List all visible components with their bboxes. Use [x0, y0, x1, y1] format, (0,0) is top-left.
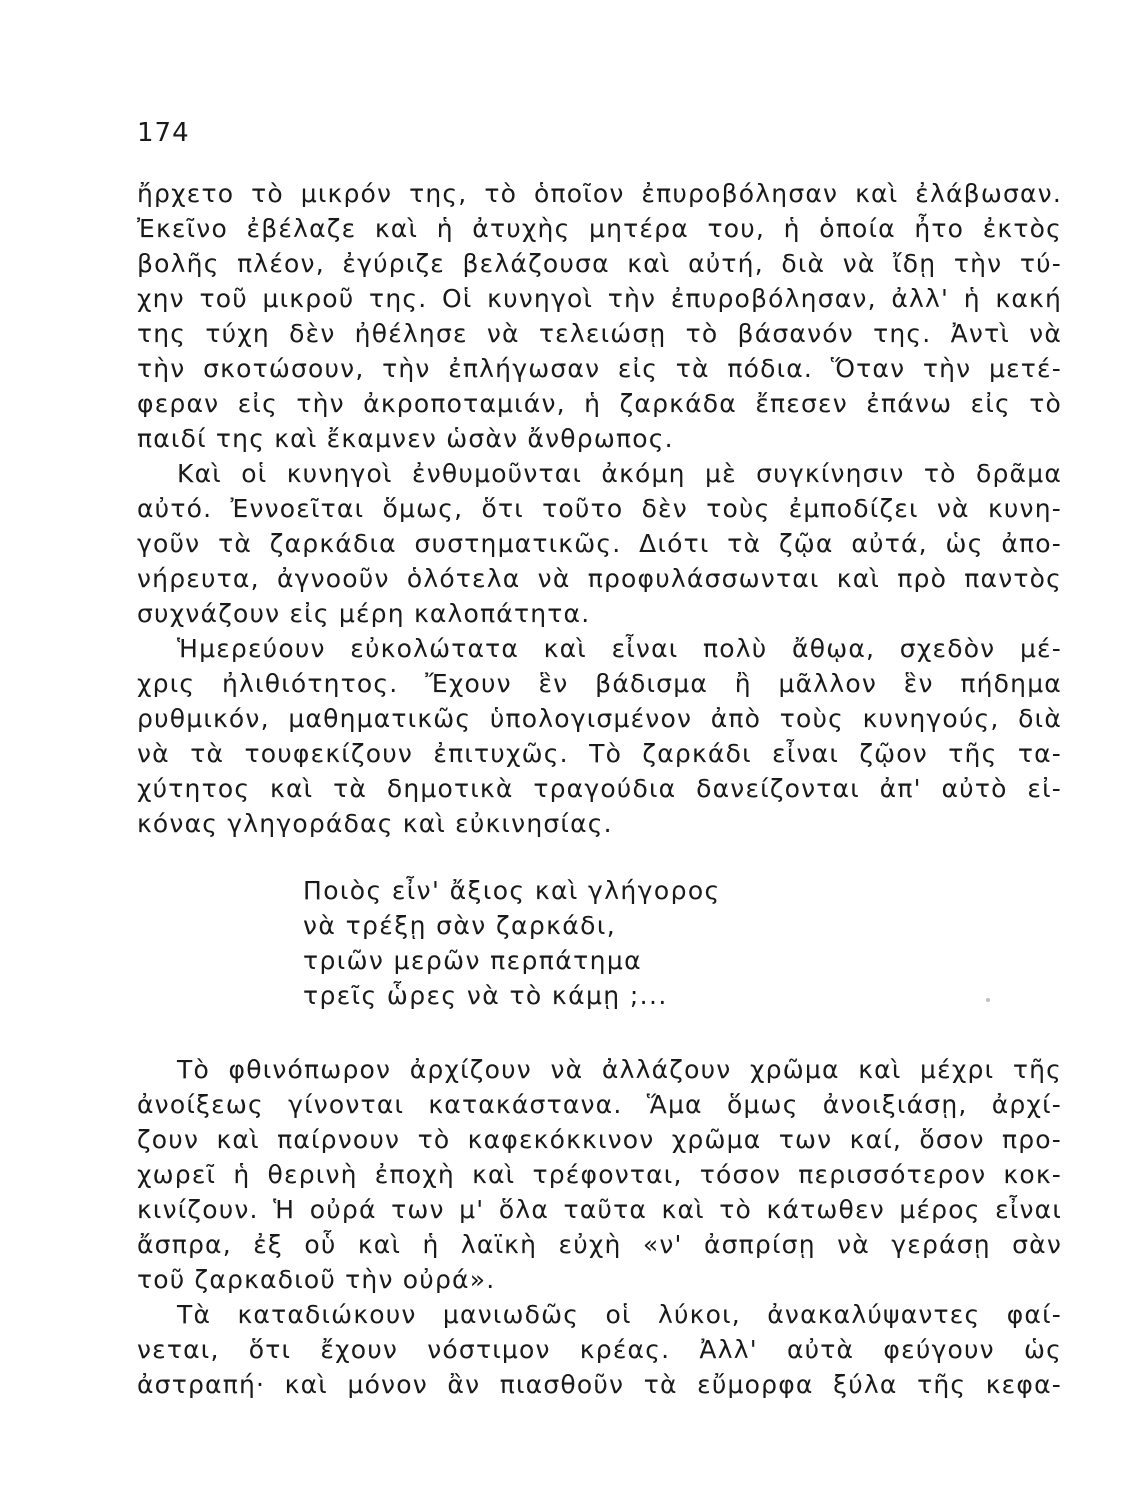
text-line: χρις ἠλιθιότητος. Ἔχουν ἓν βάδισμα ἢ μᾶλλον ἓν πήδημα — [137, 669, 1062, 698]
text-block-1 — [137, 176, 1062, 841]
verse-line: τριῶν μερῶν περπάτημα — [303, 946, 643, 975]
text-line: παιδί της καὶ ἔκαμνεν ὡσὰν ἄνθρωπος. — [137, 424, 674, 453]
text-line: νὰ τὰ τουφεκίζουν ἐπιτυχῶς. Τὸ ζαρκάδι εἶναι ζῷον τῆς τα- — [137, 739, 1062, 768]
verse-line: τρεῖς ὧρες νὰ τὸ κάμῃ ;... — [303, 981, 668, 1010]
text-line: κόνας γληγοράδας καὶ εὐκινησίας. — [137, 809, 613, 838]
verse-line: νὰ τρέξῃ σὰν ζαρκάδι, — [303, 911, 617, 940]
text-line: χωρεῖ ἡ θερινὴ ἐποχὴ καὶ τρέφονται, τόσον περισσότερον κοκ- — [137, 1160, 1062, 1189]
page-number: 174 — [137, 118, 190, 148]
text-line: ἀστραπή· καὶ μόνον ἂν πιασθοῦν τὰ εὔμορφα ξύλα τῆς κεφα- — [137, 1370, 1062, 1399]
text-line: ζουν καὶ παίρνουν τὸ καφεκόκκινον χρῶμα των καί, ὅσον προ- — [137, 1125, 1062, 1154]
text-line: γοῦν τὰ ζαρκάδια συστηματικῶς. Διότι τὰ ζῷα αὐτά, ὡς ἀπο- — [137, 529, 1062, 558]
text-line: ρυθμικόν, μαθηματικῶς ὑπολογισμένον ἀπὸ τοὺς κυνηγούς, διὰ — [137, 704, 1062, 733]
text-line: ἄσπρα, ἐξ οὗ καὶ ἡ λαϊκὴ εὐχὴ «ν' ἀσπρίσῃ νὰ γεράσῃ σὰν — [137, 1230, 1062, 1259]
text-line: Καὶ οἱ κυνηγοὶ ἐνθυμοῦνται ἀκόμη μὲ συγκίνησιν τὸ δρᾶμα — [177, 459, 1062, 488]
verse-line: Ποιὸς εἶν' ἄξιος καὶ γλήγορος — [303, 876, 721, 905]
text-line: Ἡμερεύουν εὐκολώτατα καὶ εἶναι πολὺ ἄθῳα, σχεδὸν μέ- — [177, 634, 1062, 663]
text-line: αὐτό. Ἐννοεῖται ὅμως, ὅτι τοῦτο δὲν τοὺς ἐμποδίζει νὰ κυνη- — [137, 494, 1062, 523]
paper-speck — [986, 998, 990, 1002]
text-line: Ἐκεῖνο ἐβέλαζε καὶ ἡ ἀτυχὴς μητέρα του, ἡ ὁποία ἦτο ἐκτὸς — [137, 214, 1062, 243]
text-line: Τὸ φθινόπωρον ἀρχίζουν νὰ ἀλλάζουν χρῶμα καὶ μέχρι τῆς — [177, 1055, 1062, 1084]
text-line: συχνάζουν εἰς μέρη καλοπάτητα. — [137, 599, 591, 628]
text-line: νεται, ὅτι ἔχουν νόστιμον κρέας. Ἀλλ' αὐτὰ φεύγουν ὡς — [137, 1335, 1062, 1364]
text-line: χύτητος καὶ τὰ δημοτικὰ τραγούδια δανείζονται ἀπ' αὐτὸ εἰ- — [137, 774, 1062, 803]
text-line: χην τοῦ μικροῦ της. Οἱ κυνηγοὶ τὴν ἐπυροβόλησαν, ἀλλ' ἡ κακή — [137, 284, 1062, 313]
verse-block — [303, 873, 803, 1013]
text-block-2 — [137, 1052, 1062, 1402]
text-line: τὴν σκοτώσουν, τὴν ἐπλήγωσαν εἰς τὰ πόδια. Ὅταν τὴν μετέ- — [137, 354, 1062, 383]
text-line: της τύχη δὲν ἠθέλησε νὰ τελειώσῃ τὸ βάσανόν της. Ἀντὶ νὰ — [137, 319, 1062, 348]
text-line: νήρευτα, ἀγνοοῦν ὁλότελα νὰ προφυλάσσωνται καὶ πρὸ παντὸς — [137, 564, 1062, 593]
text-line: Τὰ καταδιώκουν μανιωδῶς οἱ λύκοι, ἀνακαλύψαντες φαί- — [177, 1300, 1062, 1329]
text-line: βολῆς πλέον, ἐγύριζε βελάζουσα καὶ αὐτή, διὰ νὰ ἴδῃ τὴν τύ- — [137, 249, 1062, 278]
text-line: ἀνοίξεως γίνονται κατακάστανα. Ἅμα ὅμως ἀνοιξιάσῃ, ἀρχί- — [137, 1090, 1062, 1119]
text-line: τοῦ ζαρκαδιοῦ τὴν οὐρά». — [137, 1265, 496, 1294]
text-line: φεραν εἰς τὴν ἀκροποταμιάν, ἡ ζαρκάδα ἔπεσεν ἐπάνω εἰς τὸ — [137, 389, 1062, 418]
text-line: κινίζουν. Ἡ οὐρά των μ' ὅλα ταῦτα καὶ τὸ κάτωθεν μέρος εἶναι — [137, 1195, 1062, 1224]
text-line: ἤρχετο τὸ μικρόν της, τὸ ὁποῖον ἐπυροβόλησαν καὶ ἐλάβωσαν. — [137, 179, 1062, 208]
